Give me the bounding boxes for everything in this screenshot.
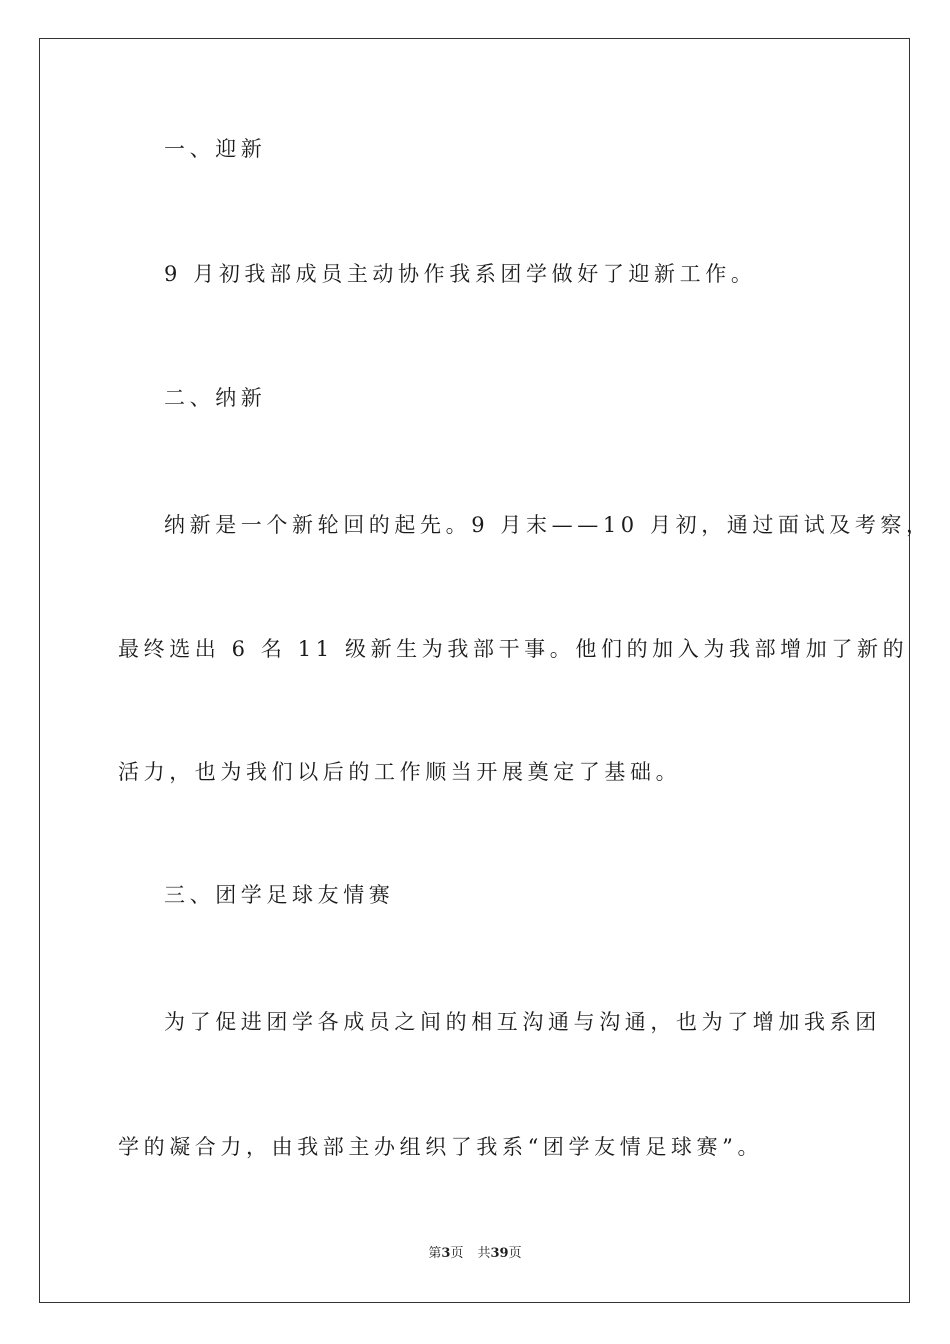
footer-total-suffix: 页 xyxy=(508,1246,522,1261)
footer-total-pages: 39 xyxy=(490,1246,509,1261)
footer-prefix: 第 xyxy=(428,1246,442,1261)
paragraph-welcome: 9 月初我部成员主动协作我系团学做好了迎新工作。 xyxy=(164,262,757,286)
paragraph-recruit-line-2: 最终选出 6 名 11 级新生为我部干事。他们的加入为我部增加了新的 xyxy=(118,637,909,661)
heading-welcome: 一、迎新 xyxy=(164,137,267,161)
paragraph-recruit-line-1: 纳新是一个新轮回的起先。9 月末——10 月初，通过面试及考察， xyxy=(164,513,932,537)
heading-recruit: 二、纳新 xyxy=(164,386,267,410)
footer-total-prefix: 共 xyxy=(477,1246,491,1261)
footer-current-page: 3 xyxy=(441,1246,451,1261)
paragraph-football-line-1: 为了促进团学各成员之间的相互沟通与沟通，也为了增加我系团 xyxy=(164,1010,881,1034)
heading-football: 三、团学足球友情赛 xyxy=(164,883,395,907)
paragraph-recruit-line-3: 活力，也为我们以后的工作顺当开展奠定了基础。 xyxy=(118,760,682,784)
page-footer xyxy=(0,1245,950,1263)
footer-page-suffix: 页 xyxy=(450,1246,464,1261)
paragraph-football-line-2: 学的凝合力，由我部主办组织了我系“团学友情足球赛”。 xyxy=(118,1135,764,1159)
page-border xyxy=(39,38,910,1303)
